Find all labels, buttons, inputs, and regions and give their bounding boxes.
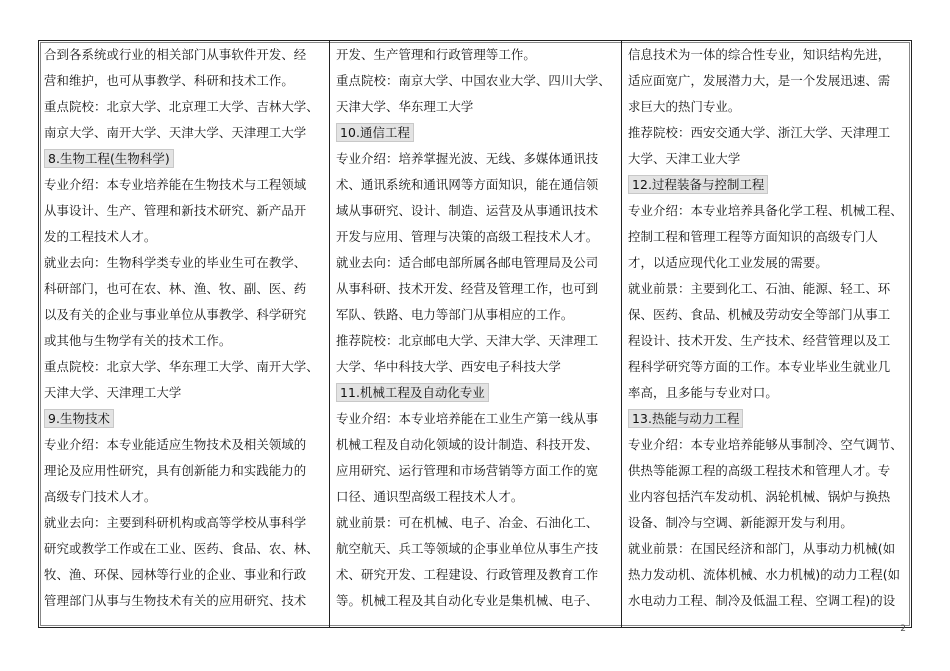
text-line: [44, 224, 325, 250]
text-line: [628, 562, 908, 588]
page-number: 2: [900, 624, 906, 634]
text-line-content: 南京大学、南开大学、天津大学、天津理工大学: [44, 125, 307, 140]
text-line: [336, 458, 617, 484]
section-heading: [628, 406, 908, 432]
text-line: [628, 302, 908, 328]
text-line: [336, 146, 617, 172]
text-line: [44, 536, 325, 562]
text-line-content: 业内容包括汽车发动机、涡轮机械、锅炉与换热: [628, 489, 891, 504]
section-heading-label: 12.过程装备与控制工程: [628, 175, 768, 194]
text-line-content: 理论及应用性研究，具有创新能力和实践能力的: [44, 463, 307, 478]
text-line: [44, 42, 325, 68]
text-line-content: 营和维护，也可从事教学、科研和技术工作。: [44, 73, 294, 88]
text-line-content: 等。机械工程及其自动化专业是集机械、电子、: [336, 593, 599, 608]
text-line: [336, 198, 617, 224]
text-line: [44, 562, 325, 588]
text-line: [44, 120, 325, 146]
text-line-content: 信息技术为一体的综合性专业，知识结构先进，: [628, 47, 891, 62]
text-line-content: 就业前景：主要到化工、石油、能源、轻工、环: [628, 281, 891, 296]
text-line: [336, 302, 617, 328]
text-line-content: 机械工程及自动化领域的设计制造、科技开发、: [336, 437, 599, 452]
text-line-content: 就业前景：可在机械、电子、冶金、石油化工、: [336, 515, 599, 530]
text-line: [628, 224, 908, 250]
text-line-content: 大学、华中科技大学、西安电子科技大学: [336, 359, 561, 374]
text-line: [628, 250, 908, 276]
text-line-content: 航空航天、兵工等领域的企事业单位从事生产技: [336, 541, 599, 556]
section-heading: [44, 146, 325, 172]
text-line: [628, 484, 908, 510]
text-line: [44, 172, 325, 198]
text-line-content: 军队、铁路、电力等部门从事相应的工作。: [336, 307, 574, 322]
text-line-content: 就业去向：适合邮电部所属各邮电管理局及公司: [336, 255, 599, 270]
text-line: [628, 42, 908, 68]
text-line-content: 热力发动机、流体机械、水力机械)的动力工程(如: [628, 567, 901, 582]
text-line: [628, 146, 908, 172]
text-line-content: 专业介绍：本专业培养能在生物技术与工程领域: [44, 177, 307, 192]
text-line-content: 求巨大的热门专业。: [628, 99, 741, 114]
text-line: [628, 198, 908, 224]
text-line-content: 研究或教学工作或在工业、医药、食品、农、林、: [44, 541, 319, 556]
text-line: [44, 276, 325, 302]
text-line-content: 适应面宽广，发展潜力大，是一个发展迅速、需: [628, 73, 891, 88]
section-heading: [44, 406, 325, 432]
text-line-content: 水电动力工程、制冷及低温工程、空调工程)的设: [628, 593, 896, 608]
text-line: [336, 536, 617, 562]
text-line: [44, 510, 325, 536]
text-line-content: 从事设计、生产、管理和新技术研究、新产品开: [44, 203, 307, 218]
section-heading-label: 10.通信工程: [336, 123, 414, 142]
text-line: [628, 328, 908, 354]
text-line: [44, 94, 325, 120]
text-line: [336, 354, 617, 380]
text-line: [44, 328, 325, 354]
text-line-content: 专业介绍：本专业培养能够从事制冷、空气调节、: [628, 437, 903, 452]
text-line-content: 从事科研、技术开发、经营及管理工作，也可到: [336, 281, 599, 296]
text-line: [336, 276, 617, 302]
text-line-content: 开发、生产管理和行政管理等工作。: [336, 47, 536, 62]
text-line: [336, 328, 617, 354]
text-line-content: 设备、制冷与空调、新能源开发与利用。: [628, 515, 853, 530]
text-line: [44, 302, 325, 328]
text-line: [336, 250, 617, 276]
text-line: [44, 198, 325, 224]
text-line-content: 控制工程和管理工程等方面知识的高级专门人: [628, 229, 878, 244]
text-line: [628, 510, 908, 536]
text-line-content: 程设计、技术开发、生产技术、经营管理以及工: [628, 333, 891, 348]
column-1: [38, 40, 330, 628]
text-line: [336, 562, 617, 588]
text-line-content: 天津大学、天津理工大学: [44, 385, 182, 400]
text-line: [628, 94, 908, 120]
text-line-content: 或其他与生物学有关的技术工作。: [44, 333, 232, 348]
text-line: [44, 432, 325, 458]
text-line-content: 牧、渔、环保、园林等行业的企业、事业和行政: [44, 567, 307, 582]
text-line: [44, 588, 325, 614]
text-line-content: 术、研究开发、工程建设、行政管理及教育工作: [336, 567, 599, 582]
text-line-content: 就业前景：在国民经济和部门，从事动力机械(如: [628, 541, 896, 556]
section-heading-label: 9.生物技术: [44, 409, 114, 428]
text-line: [628, 354, 908, 380]
text-line: [336, 484, 617, 510]
text-line-content: 专业介绍：本专业能适应生物技术及相关领域的: [44, 437, 307, 452]
text-line: [44, 68, 325, 94]
text-line-content: 保、医药、食品、机械及劳动安全等部门从事工: [628, 307, 891, 322]
text-line: [44, 380, 325, 406]
text-line-content: 供热等能源工程的高级工程技术和管理人才。专: [628, 463, 891, 478]
text-line: [336, 42, 617, 68]
text-line: [44, 484, 325, 510]
text-line-content: 推荐院校：北京邮电大学、天津大学、天津理工: [336, 333, 599, 348]
text-line-content: 科研部门，也可在农、林、渔、牧、副、医、药: [44, 281, 307, 296]
text-line-content: 才，以适应现代化工业发展的需要。: [628, 255, 828, 270]
text-line: [44, 250, 325, 276]
text-line: [628, 276, 908, 302]
section-heading: [336, 380, 617, 406]
text-line-content: 发的工程技术人才。: [44, 229, 157, 244]
text-line: [628, 68, 908, 94]
text-line-content: 就业去向：主要到科研机构或高等学校从事科学: [44, 515, 307, 530]
column-3: [622, 40, 912, 628]
text-line-content: 以及有关的企业与事业单位从事教学、科学研究: [44, 307, 307, 322]
text-line: [336, 94, 617, 120]
text-line: [336, 172, 617, 198]
text-line: [44, 354, 325, 380]
text-line: [628, 536, 908, 562]
text-line: [628, 380, 908, 406]
text-line-content: 专业介绍：本专业培养具备化学工程、机械工程、: [628, 203, 903, 218]
text-line: [336, 588, 617, 614]
text-line-content: 推荐院校：西安交通大学、浙江大学、天津理工: [628, 125, 891, 140]
text-line: [628, 120, 908, 146]
text-line: [336, 510, 617, 536]
text-line-content: 专业介绍：培养掌握光波、无线、多媒体通讯技: [336, 151, 599, 166]
section-heading: [336, 120, 617, 146]
text-line: [44, 458, 325, 484]
text-line-content: 重点院校：南京大学、中国农业大学、四川大学、: [336, 73, 611, 88]
text-line: [628, 458, 908, 484]
text-line: [628, 588, 908, 614]
text-line-content: 程科学研究等方面的工作。本专业毕业生就业几: [628, 359, 891, 374]
text-line-content: 专业介绍：本专业培养能在工业生产第一线从事: [336, 411, 599, 426]
text-line: [336, 224, 617, 250]
text-line-content: 天津大学、华东理工大学: [336, 99, 474, 114]
text-line: [628, 432, 908, 458]
section-heading-label: 8.生物工程(生物科学): [44, 149, 174, 168]
section-heading-label: 11.机械工程及自动化专业: [336, 383, 489, 402]
text-line-content: 域从事研究、设计、制造、运营及从事通讯技术: [336, 203, 599, 218]
text-line-content: 合到各系统或行业的相关部门从事软件开发、经: [44, 47, 307, 62]
section-heading: [628, 172, 908, 198]
text-line-content: 重点院校：北京大学、北京理工大学、吉林大学、: [44, 99, 319, 114]
text-line-content: 大学、天津工业大学: [628, 151, 741, 166]
text-line-content: 术、通讯系统和通讯网等方面知识，能在通信领: [336, 177, 599, 192]
section-heading-label: 13.热能与动力工程: [628, 409, 743, 428]
column-2: [330, 40, 622, 628]
text-line-content: 率高，且多能与专业对口。: [628, 385, 778, 400]
text-line-content: 口径、通识型高级工程技术人才。: [336, 489, 524, 504]
text-line-content: 开发与应用、管理与决策的高级工程技术人才。: [336, 229, 599, 244]
text-line-content: 高级专门技术人才。: [44, 489, 157, 504]
text-line-content: 管理部门从事与生物技术有关的应用研究、技术: [44, 593, 307, 608]
text-line: [336, 432, 617, 458]
text-line-content: 重点院校：北京大学、华东理工大学、南开大学、: [44, 359, 319, 374]
text-line: [336, 68, 617, 94]
text-line-content: 就业去向：生物科学类专业的毕业生可在教学、: [44, 255, 307, 270]
text-line: [336, 406, 617, 432]
text-line-content: 应用研究、运行管理和市场营销等方面工作的宽: [336, 463, 599, 478]
